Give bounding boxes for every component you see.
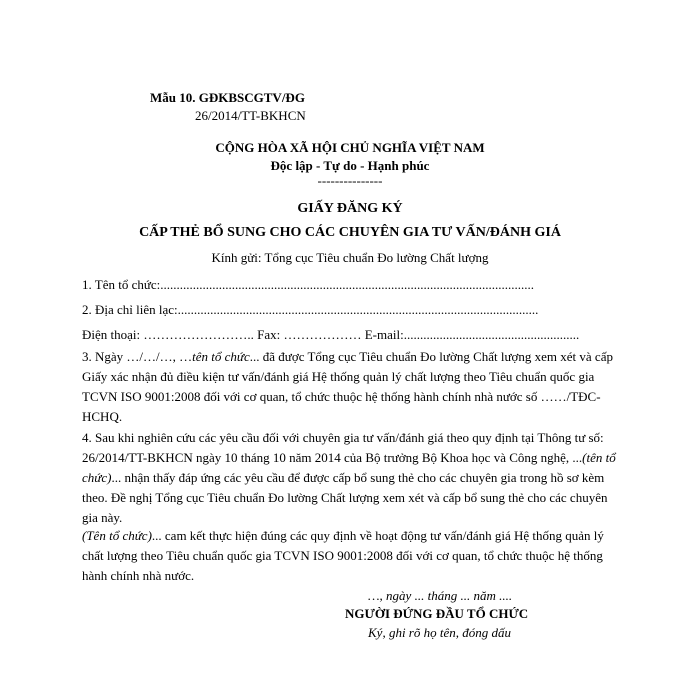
header-separator: --------------- <box>317 173 383 188</box>
phone-fax-email-field: Điện thoại: …………………….. Fax: ……………… E-mail:...................................................... <box>82 327 580 342</box>
document-subtitle: CẤP THẺ BỔ SUNG CHO CÁC CHUYÊN GIA TƯ VẤN/ĐÁNH GIÁ <box>139 225 561 240</box>
commitment-text: ... cam kết thực hiện đúng các quy định về hoạt động tư vấn/đánh giá Hệ thống quản lý chất lượng theo Tiêu chuẩn quốc gia TCVN ISO 9001:2008 đối với cơ quan, tổ chức thuộc hệ thống hành chính nhà nước. <box>82 528 604 583</box>
section-4-text-before: 4. Sau khi nghiên cứu các yêu cầu đối với chuyên gia tư vấn/đánh giá theo quy định tại Thông tư số: 26/2014/TT-BKHCN ngày 10 tháng 10 năm 2014 của Bộ trưởng Bộ Khoa học và Công nghệ, ... <box>82 430 604 465</box>
recipient-line: Kính gửi: Tổng cục Tiêu chuẩn Đo lường Chất lượng <box>211 250 489 265</box>
national-motto: Độc lập - Tự do - Hạnh phúc <box>270 158 430 173</box>
commitment-org-placeholder: (Tên tổ chức) <box>82 528 152 543</box>
section-4-org-placeholder: (tên tổ chức) <box>82 450 616 485</box>
circular-reference: 26/2014/TT-BKHCN <box>195 108 306 123</box>
section-4-text-after: ... nhận thấy đáp ứng các yêu cầu để được cấp bổ sung thẻ cho các chuyên gia trong hồ sơ kèm theo. Đề nghị Tổng cục Tiêu chuẩn Đo lường Chất lượng xem xét và cấp bổ sung thẻ cho các chuyên gia này. <box>82 470 608 525</box>
signature-date-line: …, ngày ... tháng ... năm .... <box>368 588 513 603</box>
section-3-text: ... đã được Tổng cục Tiêu chuẩn Đo lường Chất lượng xem xét và cấp Giấy xác nhận đủ điều kiện tư vấn/đánh giá Hệ thống quản lý chất lượng theo Tiêu chuẩn quốc gia TCVN ISO 9001:2008 đối với cơ quan, tổ chức thuộc hệ thống hành chính nhà nước số ……/TĐC-HCHQ. <box>82 349 613 424</box>
signature-note: Ký, ghi rõ họ tên, đóng dấu <box>368 625 511 640</box>
signature-title: NGƯỜI ĐỨNG ĐẦU TỔ CHỨC <box>345 606 529 621</box>
org-name-field: 1. Tên tổ chức:................................................................................................................... <box>82 277 535 292</box>
address-field: 2. Địa chỉ liên lạc:............................................................................................................... <box>82 302 539 317</box>
form-code: Mẫu 10. GĐKBSCGTV/ĐG <box>150 90 305 105</box>
section-3-prefix: 3. Ngày …/…/…, … <box>82 349 193 364</box>
section-4-paragraph <box>82 428 622 528</box>
section-3-paragraph <box>82 347 622 427</box>
document-title: GIẤY ĐĂNG KÝ <box>297 201 403 216</box>
section-3-org-placeholder: tên tổ chức <box>192 349 250 364</box>
commitment-paragraph <box>82 526 622 586</box>
national-title: CỘNG HÒA XÃ HỘI CHỦ NGHĨA VIỆT NAM <box>215 140 485 155</box>
